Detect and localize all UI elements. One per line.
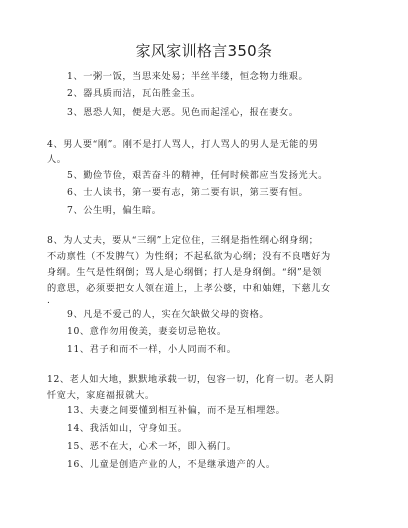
maxim-line: 11、君子和而不一样，小人同而不和。 (67, 344, 237, 355)
maxim-line: 忏宽大，家庭福报就大。 (47, 390, 155, 401)
document-title: 家风家训格言350条 (135, 42, 273, 60)
maxim-line: 14、我活如山，守身如玉。 (67, 423, 188, 434)
maxim-line: 15、恶不在大，心术一坏，即入祸门。 (67, 441, 237, 452)
maxim-line: 12、老人如大地，默默地承载一切，包容一切，化育一切。老人阴 (47, 374, 334, 385)
maxim-line: 5、勤俭节俭，艰苦奋斗的精神，任何时候都应当发扬光大。 (67, 170, 328, 181)
maxim-line: 人。 (47, 154, 67, 165)
trailing-period: . (47, 296, 50, 306)
maxim-line: 16、儿童是创造产业的人，不是继承遗产的人。 (67, 459, 276, 470)
maxim-line: 身纲。生气是性纲倒；骂人是心纲倒；打人是身纲倒。“纲”是领 (47, 267, 322, 278)
maxim-line: 13、夫妻之间要懂到相互补偏，而不是互相埋怨。 (67, 405, 286, 416)
maxim-line: 10、意作勿用俊美，妻妾切忌艳妆。 (67, 326, 227, 337)
maxim-line: 3、恩恐人知，便是大恶。见色而起淫心，报在妻女。 (67, 107, 299, 118)
maxim-line: 2、器具质而洁，瓦缶胜金玉。 (67, 88, 201, 99)
maxim-line: 不动禀性（不发脾气）为性纲；不起私欲为心纲；没有不良嗜好为 (47, 251, 331, 262)
maxim-line: 6、士人读书，第一要有志，第二要有识，第三要有恒。 (67, 187, 309, 198)
maxim-line: 1、一粥一饭，当思来处易；半丝半缕，恒念物力维艰。 (67, 71, 309, 82)
maxim-line: 的意思，必须要把女人领在道上，上孝公婆，中和妯娌，下慈儿女 (47, 283, 331, 294)
maxim-line: 7、公生明，偏生暗。 (67, 205, 162, 216)
maxim-line: 4、男人要“刚”。刚不是打人骂人，打人骂人的男人是无能的男 (47, 139, 319, 150)
maxim-line: 8、为人丈夫，要从“三纲”上定位住，三纲是指性纲心纲身纲； (47, 235, 319, 246)
maxim-line: 9、凡是不爱己的人，实在欠缺做父母的资格。 (67, 309, 270, 320)
